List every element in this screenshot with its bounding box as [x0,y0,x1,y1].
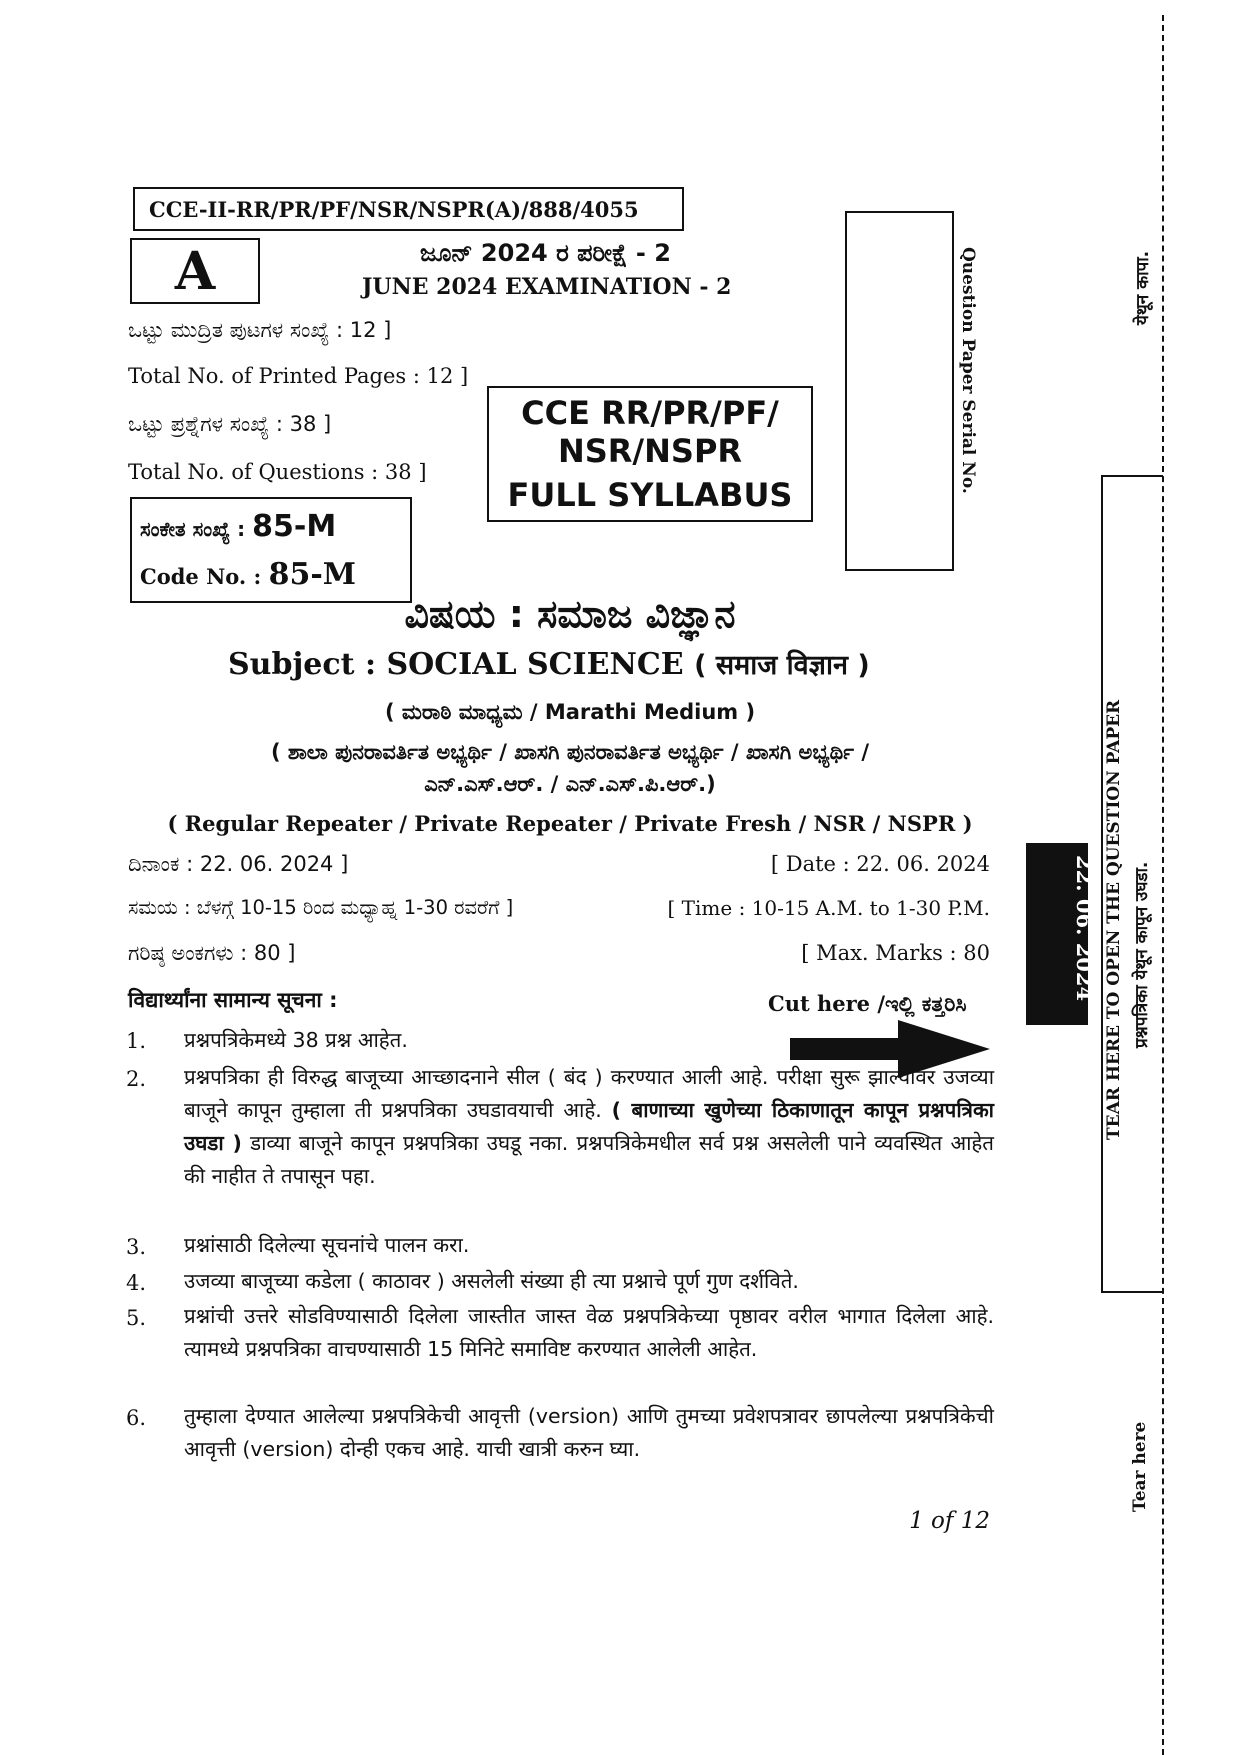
instruction-number: 4. [126,1271,147,1295]
questions-kannada: ಒಟ್ಟು ಪ್ರಶ್ನೆಗಳ ಸಂಖ್ಯೆ : 38 ] [128,412,332,436]
version-letter: A [174,241,216,302]
instruction-number: 2. [126,1067,147,1091]
marks-kannada: ಗರಿಷ್ಠ ಅಂಕಗಳು : 80 ] [128,941,296,965]
subject-english-row [228,645,870,682]
date-badge-text: 22. 06. 2024 [1072,855,1097,1002]
tear-instruction-marathi: प्रश्नपत्रिका येथून कापून उघडा. [1132,861,1152,1048]
instruction-text: प्रश्नपत्रिकेमध्ये 38 प्रश्न आहेत. [184,1028,408,1052]
code-english-row [140,557,356,592]
instruction-2-bold: ( बाणाच्या खुणेच्या ठिकाणातून कापून प्रश्नपत्रिका उघडा ) [184,1098,994,1155]
candidate-types-kannada-1: ( ಶಾಲಾ ಪುನರಾವರ್ತಿತ ಅಭ್ಯರ್ಥಿ / ಖಾಸಗಿ ಪುನರಾವರ್ತಿತ ಅಭ್ಯರ್ಥಿ / ಖಾಸಗಿ ಅಭ್ಯರ್ಥಿ / [270,740,870,764]
exam-title-english: JUNE 2024 EXAMINATION - 2 [362,274,732,300]
date-english: [ Date : 22. 06. 2024 [770,852,990,876]
code-english-label: Code No. : [140,564,269,589]
instructions-heading: विद्यार्थ्यांना सामान्य सूचना : [128,988,338,1012]
version-letter-box [130,238,260,304]
tear-instruction-english: TEAR HERE TO OPEN THE QUESTION PAPER [1104,699,1124,1140]
series-code-box [133,187,684,231]
candidate-types-english: ( Regular Repeater / Private Repeater / Private Fresh / NSR / NSPR ) [167,811,973,836]
instruction-text: तुम्हाला देण्यात आलेल्या प्रश्नपत्रिकेची आवृत्ती (version) आणि तुमच्या प्रवेशपत्रावर छापलेल्या प्रश्नपत्रिकेची आवृत्ती (version) दोन्ही एकच आहे. याची खात्री करुन घ्या. [184,1404,994,1461]
code-value-english: 85-M [268,557,357,592]
instruction-text: उजव्या बाजूच्या कडेला ( काठावर ) असलेली संख्या ही त्या प्रश्नाचे पूर्ण गुण दर्शविते. [184,1269,799,1293]
code-box [130,497,412,603]
instruction-number: 1. [126,1029,147,1053]
subject-marathi: ( समाज विज्ञान ) [694,650,870,681]
instruction-number: 6. [126,1406,147,1430]
exam-title-kannada: ಜೂನ್ 2024 ರ ಪರೀಕ್ಷೆ - 2 [420,239,671,267]
syllabus-line-3: FULL SYLLABUS [507,476,793,514]
code-kannada-label: ಸಂಕೇತ ಸಂಖ್ಯೆ : [140,517,253,541]
code-value-kannada: 85-M [252,509,337,544]
tear-line[interactable] [1162,15,1164,1755]
instruction-number: 5. [126,1306,147,1330]
instruction-text: प्रश्नांसाठी दिलेल्या सूचनांचे पालन करा. [184,1233,470,1257]
syllabus-box [487,386,813,522]
series-code: CCE-II-RR/PR/PF/NSR/NSPR(A)/888/4055 [149,197,639,222]
code-kannada-row [140,509,336,544]
printed-pages-kannada: ಒಟ್ಟು ಮುದ್ರಿತ ಪುಟಗಳ ಸಂಖ್ಯೆ : 12 ] [128,318,392,342]
cut-here-marathi: येथून कापा. [1133,250,1153,325]
questions-english: Total No. of Questions : 38 ] [128,460,427,484]
cut-here-label: Cut here /ಇಲ್ಲಿ ಕತ್ತರಿಸಿ [768,991,967,1016]
printed-pages-english: Total No. of Printed Pages : 12 ] [128,364,469,388]
candidate-types-kannada-2: ಎನ್.ಎಸ್.ಆರ್. / ಎನ್.ಎಸ್.ಪಿ.ಆರ್.) [424,772,716,796]
tear-here-label: Tear here [1130,1421,1150,1512]
time-english: [ Time : 10-15 A.M. to 1-30 P.M. [667,896,990,920]
instruction-text-2 [184,1061,994,1193]
syllabus-line-2: NSR/NSPR [557,432,743,470]
marks-english: [ Max. Marks : 80 [801,941,990,965]
instruction-2-part-2: डाव्या बाजूने कापून प्रश्नपत्रिका उघडू नका. प्रश्नपत्रिकेमधील सर्व प्रश्न असलेली पाने व्यवस्थित आहेत की नाहीत ते तपासून पहा. [184,1131,994,1188]
instruction-2-part-1: प्रश्नपत्रिका ही विरुद्ध बाजूच्या आच्छादनाने सील ( बंद ) करण्यात आली आहे. परीक्षा सुरू झाल्यावर उजव्या बाजूने कापून तुम्हाला ती प्रश्नपत्रिका उघडावयाची आहे. [184,1065,994,1122]
medium: ( ಮರಾಠಿ ಮಾಧ್ಯಮ / Marathi Medium ) [384,700,756,724]
subject-english: Subject : SOCIAL SCIENCE [228,647,684,682]
instruction-text: प्रश्नांची उत्तरे सोडविण्यासाठी दिलेला जास्तीत जास्त वेळ प्रश्नपत्रिकेच्या पृष्ठावर वरील भागात दिलेला आहे. त्यामध्ये प्रश्नपत्रिका वाचण्यासाठी 15 मिनिटे समाविष्ट करण्यात आलेली आहेत. [184,1304,994,1361]
serial-number-label: Question Paper Serial No. [958,247,978,494]
syllabus-line-1: CCE RR/PR/PF/ [521,394,779,432]
serial-number-box[interactable] [845,211,954,571]
page-number: 1 of 12 [909,1508,990,1534]
time-kannada: ಸಮಯ : ಬೆಳಗ್ಗೆ 10-15 ರಿಂದ ಮಧ್ಯಾಹ್ನ 1-30 ರವರೆಗೆ ] [128,896,514,919]
instruction-number: 3. [126,1235,147,1259]
date-kannada: ದಿನಾಂಕ : 22. 06. 2024 ] [128,852,349,876]
subject-kannada: ವಿಷಯ : ಸಮಾಜ ವಿಜ್ಞಾನ [404,592,736,636]
